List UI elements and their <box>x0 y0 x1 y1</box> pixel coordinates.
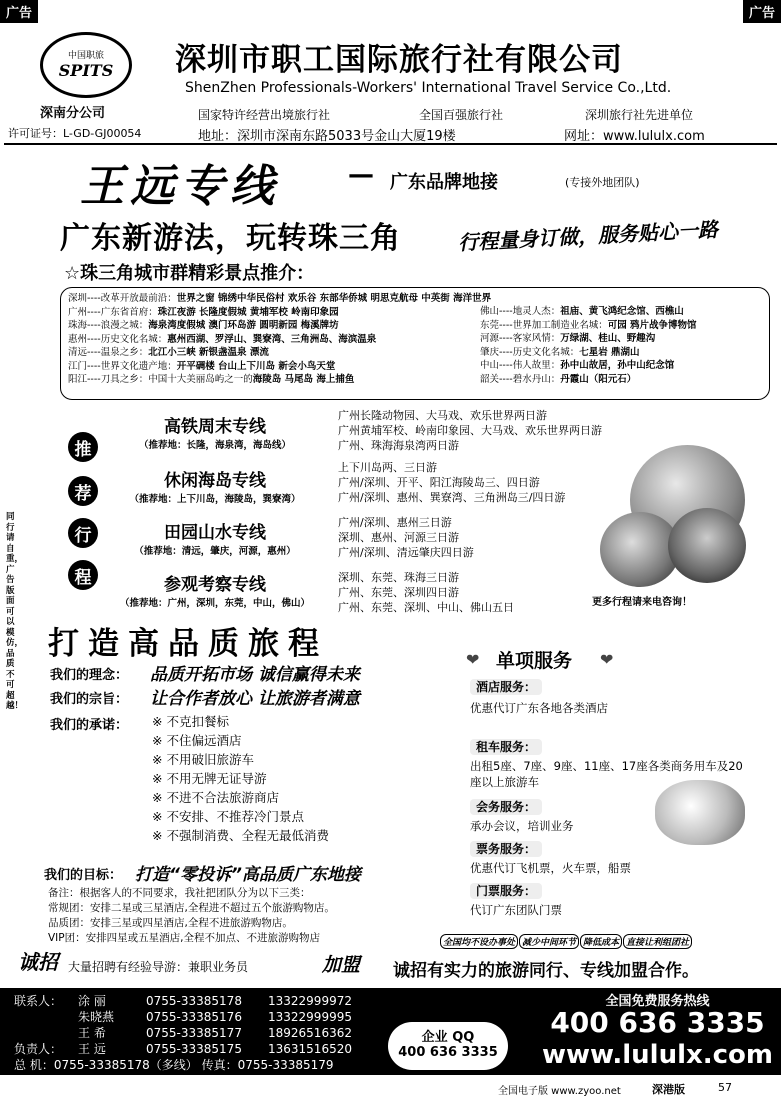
photo-statue <box>668 508 746 583</box>
ad-tag-right: 广告 <box>743 0 781 23</box>
route-rec: （推荐地：清远，肇庆，河源，惠州） <box>134 546 296 557</box>
route-rec: （推荐地：上下川岛，海陵岛，巽寮湾） <box>129 494 301 505</box>
footer-edition: 深港版 <box>652 1083 685 1096</box>
city-row: 深圳----改革开放最前沿：世界之窗 锦绣中华民俗村 欢乐谷 东部华侨城 明思克航母 中英街 海洋世界 <box>68 293 492 304</box>
promise-list <box>152 712 329 845</box>
contact-row: 联系人： 涂 丽 0755-33385178 13322999972 <box>14 994 352 1008</box>
city-row: 阳江----刀具之乡：中国十大美丽岛屿之一的海陵岛 马尾岛 海上捕鱼 <box>68 374 355 385</box>
rec-char-1: 推 <box>68 432 98 462</box>
promise-item: ※ 不安排、不推荐冷门景点 <box>152 809 304 824</box>
service-hotel: 酒店服务： 优惠代订广东各地各类酒店 <box>470 680 608 715</box>
purpose-text: 让合作者放心 让旅游者满意 <box>150 689 360 709</box>
city-row: 佛山----地灵人杰：祖庙、黄飞鸿纪念馆、西樵山 <box>480 306 684 317</box>
goal-label: 我们的目标： <box>44 868 123 883</box>
brand-tagline: 广东品牌地接 <box>390 172 498 193</box>
rec-char-3: 行 <box>68 518 98 548</box>
balloons-decoration <box>655 780 745 845</box>
note-line: VIP团：安排四星或五星酒店,全程不加点、不进旅游购物店 <box>48 932 320 944</box>
route-name: 休闲海岛专线 <box>164 471 266 491</box>
services-title: 单项服务 <box>496 650 573 672</box>
qual-3: 深圳旅行社先进单位 <box>585 108 694 122</box>
city-row: 珠海----浪漫之城：海泉湾度假城 澳门环岛游 圆明新园 梅溪牌坊 <box>68 320 339 331</box>
route-lines-4: 深圳、东莞、珠海三日游 广州、东莞、深圳四日游 广州、东莞、深圳、中山、佛山五日 <box>338 571 514 614</box>
city-row: 肇庆----历史文化名城：七星岩 鼎湖山 <box>480 346 640 358</box>
city-list-left <box>68 292 491 387</box>
service-meeting: 会务服务： 承办会议，培训业务 <box>470 800 574 833</box>
note-line: 常规团：安排二星或三星酒店,全程进不超过五个旅游购物店。 <box>48 902 335 914</box>
recruit-text: 大量招聘有经验导游：兼职业务员 <box>68 960 249 974</box>
route-name: 田园山水专线 <box>164 523 266 543</box>
promise-item: ※ 不住偏远酒店 <box>152 733 242 748</box>
route-block-1 <box>100 412 330 451</box>
hotline-number: 400 636 3335 <box>550 1006 765 1039</box>
purpose-label: 我们的宗旨： <box>50 692 129 707</box>
notes <box>48 886 335 946</box>
advantage-tags: 全国均不设办事处 减少中间环节 降低成本 直接让利组团社 <box>440 930 693 949</box>
heart-icon: ❤ <box>600 650 614 669</box>
company-name-cn: 深圳市职工国际旅行社有限公司 <box>175 42 623 78</box>
qq-box <box>388 1022 508 1070</box>
branch-name: 深南分公司 <box>40 106 106 121</box>
contact-list <box>14 993 352 1073</box>
route-lines-2: 上下川岛两、三日游 广州/深圳、开平、阳江海陵岛三、四日游 广州/深圳、惠州、巽寮湾、三角洲岛三/四日游 <box>338 461 566 504</box>
city-row: 东莞----世界加工制造业名城：可园 鸦片战争博物馆 <box>480 319 697 331</box>
city-row: 清远----温泉之乡：北江小三峡 新银盏温泉 漂流 <box>68 347 269 358</box>
goal-text: 打造“零投诉”高品质广东地接 <box>135 865 361 885</box>
slogan-side: 行程量身订做，服务贴心一路 <box>457 217 719 255</box>
join-label: 加盟 <box>322 954 361 976</box>
city-row: 河源----客家风情：万绿湖、桂山、野趣沟 <box>480 333 656 344</box>
city-row: 江门----世界文化遗产地：开平碉楼 台山上下川岛 新会小鸟天堂 <box>68 360 336 372</box>
contact-row: 负责人： 王 远 0755-33385175 13631516520 <box>14 1042 352 1056</box>
qual-1: 国家特许经营出境旅行社 <box>198 108 331 122</box>
promise-label: 我们的承诺： <box>50 718 129 733</box>
website: 网址：www.lululx.com <box>564 129 705 144</box>
note-line: 备注：根据客人的不同要求，我社把团队分为以下三类： <box>48 887 311 899</box>
city-row: 韶关----碧水丹山：丹霞山（阳元石） <box>480 373 637 385</box>
city-row: 中山----伟人故里：孙中山故居，孙中山纪念馆 <box>480 360 675 371</box>
city-row: 惠州----历史文化名城：惠州西湖、罗浮山、巽寮湾、三角洲岛、海滨温泉 <box>68 333 377 345</box>
recommend-title: ☆珠三角城市群精彩景点推介： <box>64 263 315 284</box>
license: 许可证号：L-GD-GJ00054 <box>8 127 142 140</box>
slogan-main: 广东新游法，玩转珠三角 <box>60 221 401 256</box>
recruit-label: 诚招 <box>18 950 58 974</box>
footer-text: 全国电子版 www.zyoo.net <box>498 1086 621 1097</box>
route-lines-1: 广州长隆动物园、大马戏、欢乐世界两日游 广州黄埔军校、岭南印象园、大马戏、欢乐世界两日游 广州、珠海海泉湾两日游 <box>338 409 602 452</box>
promise-item: ※ 不克扣餐标 <box>152 714 229 729</box>
brand-dash: — <box>348 160 374 190</box>
rec-char-2: 荐 <box>68 476 98 506</box>
rec-char-4: 程 <box>68 560 98 590</box>
promise-item: ※ 不用无牌无证导游 <box>152 771 267 786</box>
note-line: 品质团：安排三星或四星酒店,全程不进旅游购物店。 <box>48 917 293 929</box>
logo-mid-text: SPITS <box>58 61 114 80</box>
company-logo <box>40 32 132 98</box>
switchboard: 总 机：0755-33385178（多线） 传真：0755-33385179 <box>14 1058 334 1072</box>
qual-2: 全国百强旅行社 <box>419 108 504 122</box>
promise-item: ※ 不用破旧旅游车 <box>152 752 254 767</box>
service-ticket: 票务服务： 优惠代订飞机票，火车票，船票 <box>470 842 631 875</box>
service-admission: 门票服务： 代订广东团队门票 <box>470 884 562 917</box>
route-block-2 <box>100 466 330 505</box>
logo-top-text: 中国职旅 <box>67 51 104 61</box>
more-routes-note: 更多行程请来电咨询！ <box>592 597 692 608</box>
route-name: 高铁周末专线 <box>164 417 266 437</box>
hotline-web[interactable]: www.lululx.com <box>541 1040 774 1070</box>
qq-number: 400 636 3335 <box>398 1045 498 1060</box>
route-lines-3: 广州/深圳、惠州三日游 深圳、惠州、河源三日游 广州/深圳、清远肇庆四日游 <box>338 516 474 559</box>
address: 地址：深圳市深南东路5033号金山大厦19楼 <box>198 129 456 144</box>
header-divider <box>4 143 777 145</box>
route-block-3 <box>100 518 330 557</box>
qq-label: 企业 QQ <box>421 1030 475 1045</box>
heart-icon: ❤ <box>466 650 480 669</box>
city-list-right <box>480 305 697 386</box>
contact-row: 朱晓燕 0755-33385176 13322999995 <box>78 1010 352 1024</box>
route-rec: （推荐地：广州，深圳，东莞，中山，佛山） <box>119 598 310 609</box>
philosophy-label: 我们的理念： <box>50 668 129 683</box>
city-row: 广州----广东省首府：珠江夜游 长隆度假城 黄埔军校 岭南印象园 <box>68 306 339 318</box>
hotline-label: 全国免费服务热线 <box>605 994 710 1009</box>
route-block-4 <box>95 570 335 609</box>
company-name-en: ShenZhen Professionals-Workers' International Travel Service Co.,Ltd. <box>185 80 672 96</box>
philosophy-text: 品质开拓市场 诚信赢得未来 <box>150 665 360 685</box>
join-text: 诚招有实力的旅游同行、专线加盟合作。 <box>393 961 699 981</box>
route-name: 参观考察专线 <box>164 575 266 595</box>
brand-sub: (专接外地团队) <box>565 176 640 189</box>
quality-title: 打造高品质旅程 <box>48 626 328 662</box>
page-number: 57 <box>718 1081 732 1094</box>
ad-tag-left: 广告 <box>0 0 38 23</box>
promise-item: ※ 不进不合法旅游商店 <box>152 790 279 805</box>
brand-title: 王远专线 <box>80 161 280 212</box>
promise-item: ※ 不强制消费、全程无最低消费 <box>152 828 329 843</box>
contact-row: 王 希 0755-33385177 18926516362 <box>78 1026 352 1040</box>
side-note: 同行请自重，广告版面可以模仿，品质不可超越！ <box>6 512 24 711</box>
service-car: 租车服务： 出租5座、7座、9座、11座、17座各类商务用车及20座以上旅游车 <box>470 740 743 789</box>
route-rec: （推荐地：长隆，海泉湾，海岛线） <box>138 440 291 451</box>
